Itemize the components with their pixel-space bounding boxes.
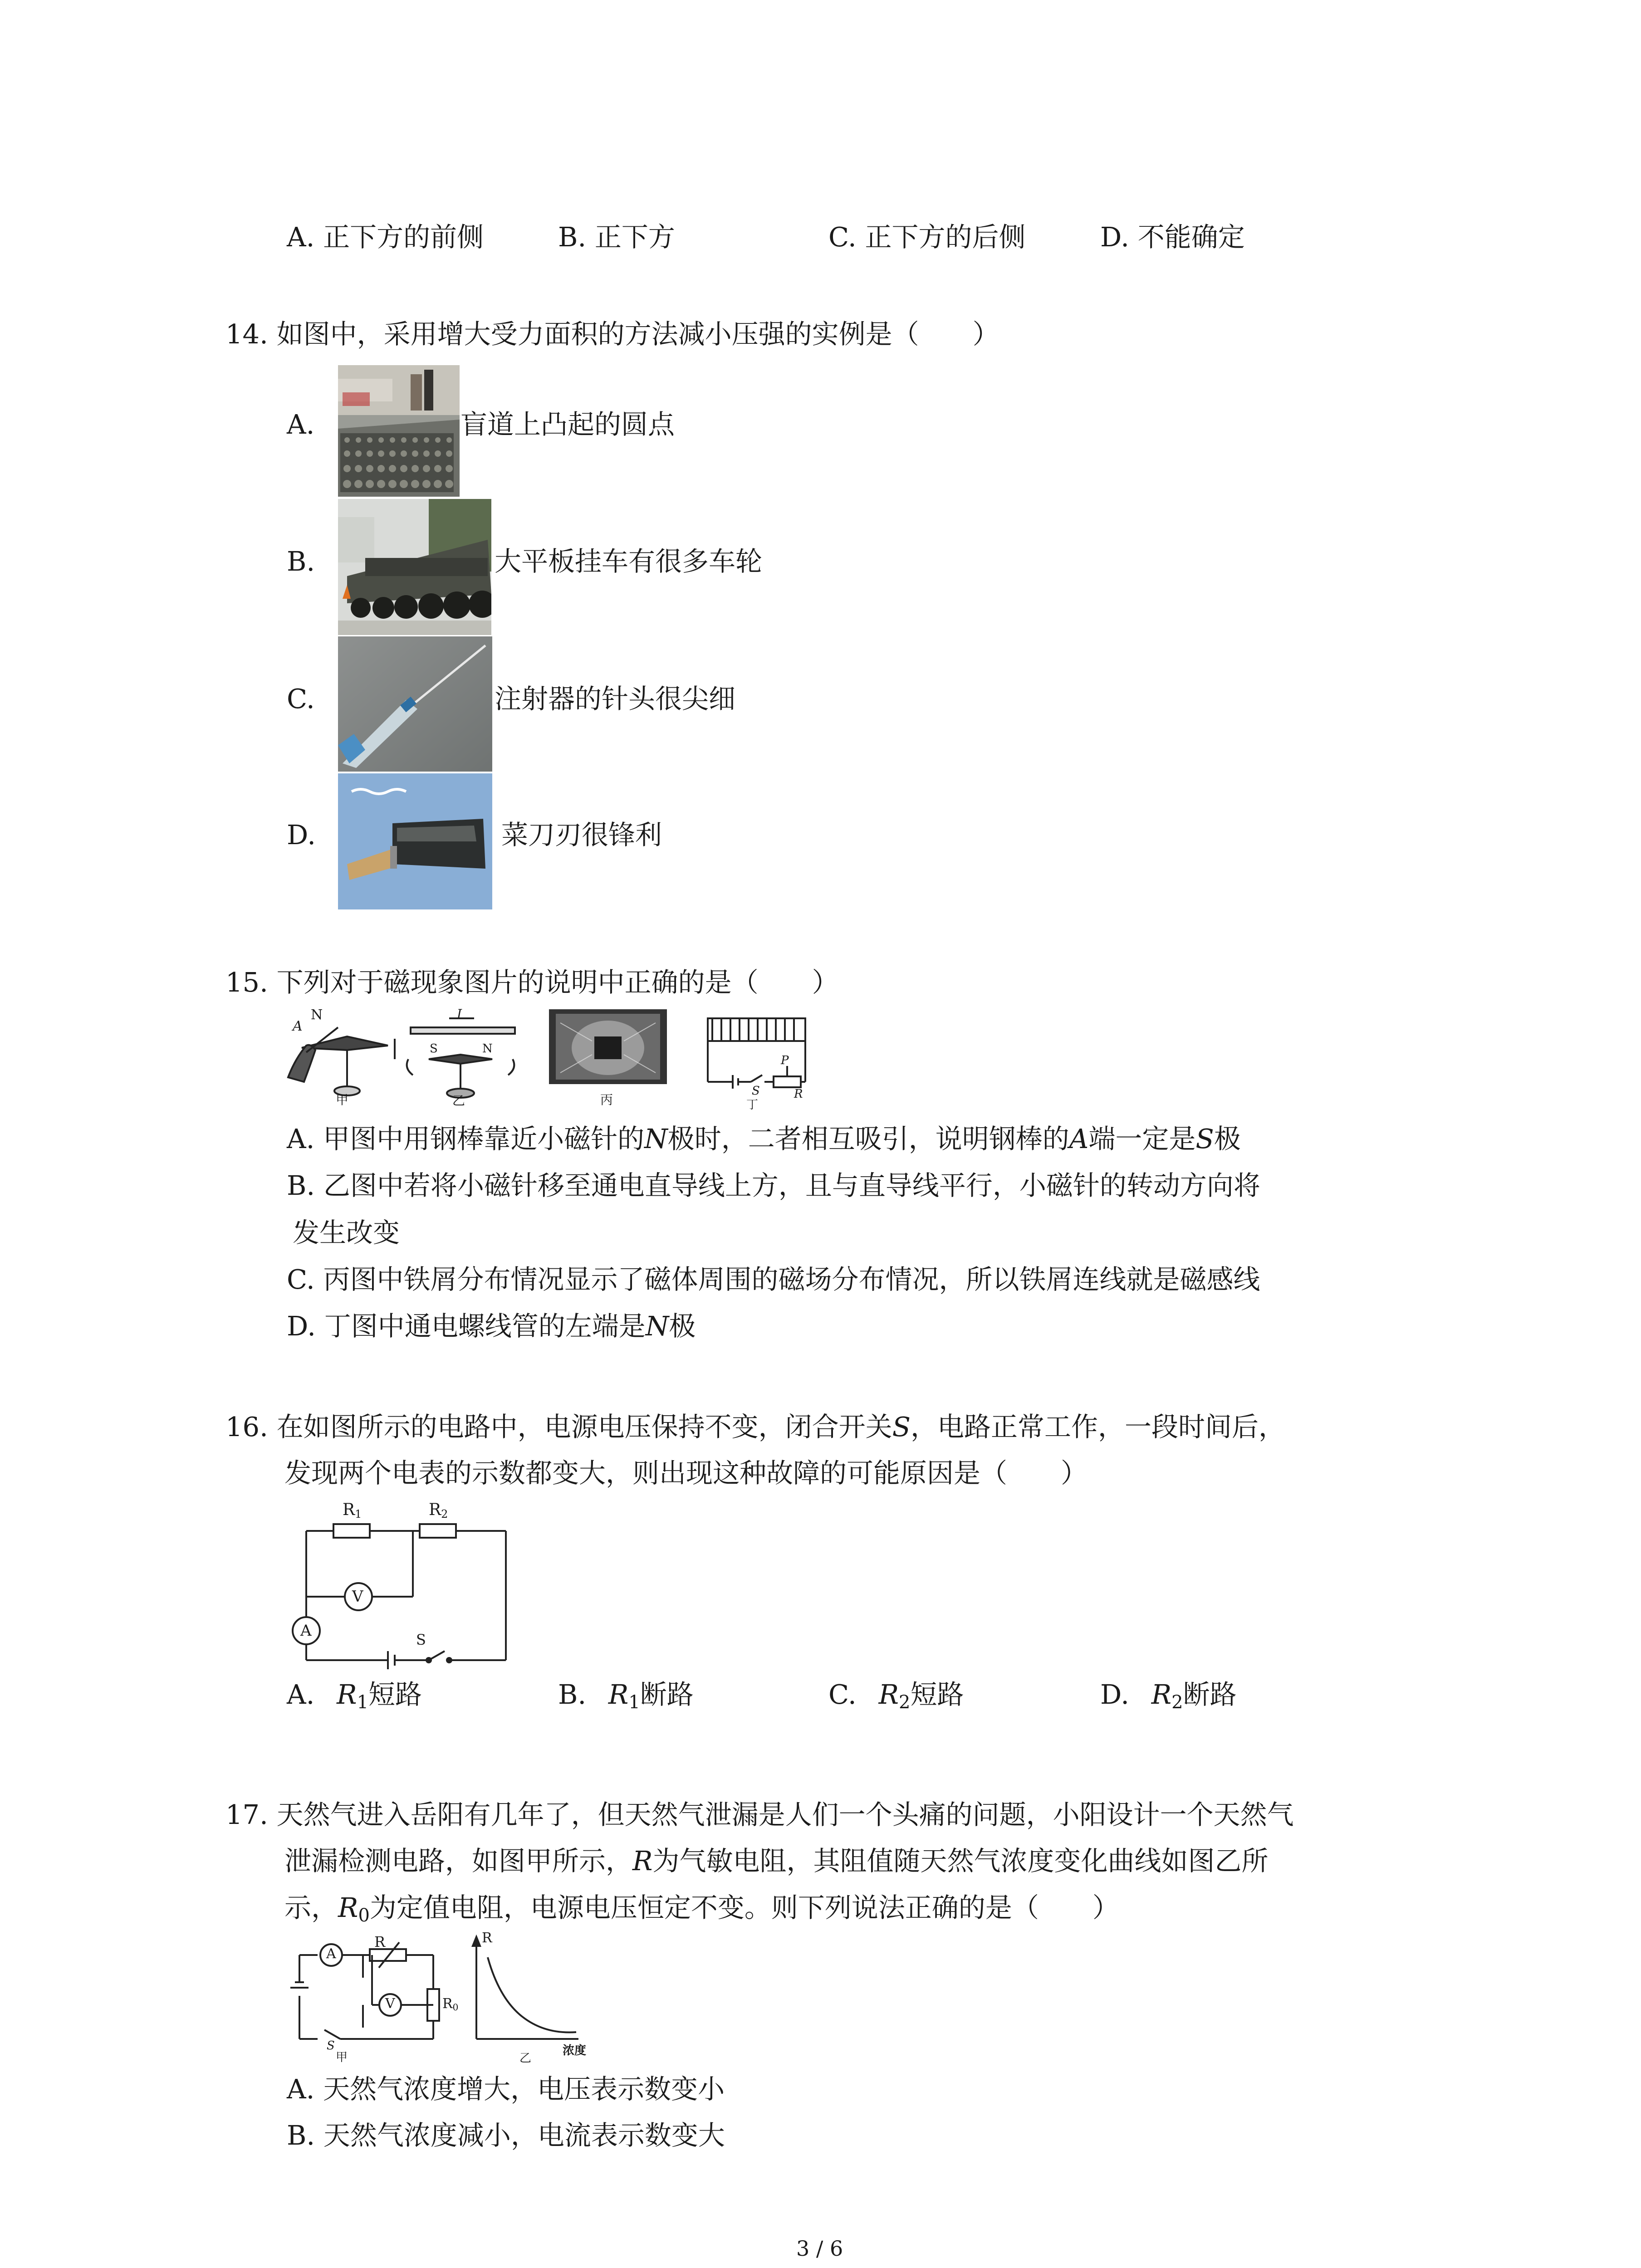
r2-label: $R_2$ (429, 1501, 448, 1520)
q15-option-a: A. 甲图中用钢棒靠近小磁针的N极时，二者相互吸引，说明钢棒的A端一定是S极 (287, 1123, 1241, 1154)
yi-label: 乙 (452, 1093, 465, 1108)
q14-c-text: 注射器的针头很尖细 (495, 683, 736, 714)
q16-circuit-diagram (284, 1497, 519, 1669)
q16-stem-line2: 发现两个电表的示数都变大，则出现这种故障的可能原因是（ ） (284, 1457, 1088, 1489)
q14-b-text: 大平板挂车有很多车轮 (495, 546, 763, 577)
q14-c-letter: C. (287, 683, 315, 714)
q17-graph-yi (467, 1930, 594, 2066)
syringe-photo (338, 636, 492, 772)
q17-option-b: B. 天然气浓度减小，电流表示数变大 (287, 2120, 725, 2151)
q17-stem-line3: 示，$R_0$为定值电阻，电源电压恒定不变。则下列说法正确的是（ ） (284, 1892, 1119, 1926)
q14-a-text: 盲道上凸起的圆点 (460, 409, 675, 440)
kitchen-knife-photo (338, 773, 492, 909)
ding-r-label: R (794, 1087, 803, 1101)
q17-option-a: A. 天然气浓度增大，电压表示数变小 (287, 2073, 725, 2105)
q15-stem: 15. 下列对于磁现象图片的说明中正确的是（ ） (225, 967, 839, 998)
q15-option-d: D. 丁图中通电螺线管的左端是N极 (287, 1310, 696, 1342)
q17-stem-line2: 泄漏检测电路，如图甲所示，R为气敏电阻，其阻值随天然气浓度变化曲线如图乙所 (284, 1845, 1269, 1877)
ding-p-label: P (781, 1054, 789, 1067)
jia-a-label: A (293, 1018, 303, 1034)
q14-a-letter: A. (287, 409, 315, 440)
figure-yi-wire (402, 1009, 524, 1107)
bing-label: 丙 (600, 1092, 613, 1107)
yi-n-label: N (482, 1042, 493, 1056)
r1-label: $R_1$ (343, 1501, 362, 1520)
figure-bing-iron-filings (547, 1009, 669, 1107)
q17-yi-label: 乙 (519, 2052, 532, 2065)
q17-switch-label: S (327, 2039, 335, 2053)
ding-label: 丁 (746, 1098, 759, 1112)
switch-label: S (416, 1631, 426, 1648)
q17-r-label: R (374, 1933, 386, 1950)
q16-option-c: C. $R_2$短路 (828, 1679, 964, 1713)
q16-stem-line1: 16. 在如图所示的电路中，电源电压保持不变，闭合开关S，电路正常工作，一段时间后， (225, 1411, 1286, 1442)
q13-option-c: C. 正下方的后侧 (828, 221, 1026, 253)
q14-stem: 14. 如图中，采用增大受力面积的方法减小压强的实例是（ ） (225, 318, 999, 350)
q13-option-b: B. 正下方 (558, 221, 675, 253)
q17-jia-label: 甲 (336, 2051, 348, 2064)
q14-b-letter: B. (287, 546, 315, 577)
figure-jia-compass (284, 1009, 406, 1107)
q13-option-a: A. 正下方的前侧 (287, 221, 484, 253)
figure-ding-solenoid (701, 1009, 823, 1112)
voltmeter-label: V (352, 1588, 363, 1606)
q17-axis-y-label: R (482, 1930, 492, 1946)
q16-option-d: D. $R_2$断路 (1100, 1679, 1237, 1713)
q15-option-b-line1: B. 乙图中若将小磁针移至通电直导线上方，且与直导线平行，小磁针的转动方向将 (287, 1170, 1260, 1201)
q17-r0-label: $R_0$ (442, 1996, 459, 2013)
ding-s-label: S (752, 1084, 760, 1098)
q17-voltmeter-label: V (385, 1996, 395, 2012)
q17-stem-line1: 17. 天然气进入岳阳有几年了，但天然气泄漏是人们一个头痛的问题，小阳设计一个天然气 (225, 1799, 1294, 1830)
flatbed-trailer-photo (338, 499, 491, 635)
q14-d-letter: D. (287, 819, 316, 850)
q13-option-d: D. 不能确定 (1100, 221, 1245, 253)
q15-option-b-line2: 发生改变 (293, 1217, 400, 1248)
q16-option-b: B. $R_1$断路 (558, 1679, 694, 1713)
q17-circuit-jia (281, 1933, 472, 2064)
jia-n-label: N (311, 1007, 323, 1023)
q17-ammeter-label: A (326, 1946, 336, 1962)
blind-road-photo (338, 365, 460, 497)
jia-label: 甲 (336, 1092, 349, 1107)
q15-option-c: C. 丙图中铁屑分布情况显示了磁体周围的磁场分布情况，所以铁屑连线就是磁感线 (287, 1264, 1260, 1295)
yi-i-label: I (457, 1007, 462, 1022)
q17-axis-x-label: 浓度 (563, 2044, 587, 2058)
q16-option-a: A. $R_1$短路 (287, 1679, 422, 1713)
q14-d-text: 菜刀刃很锋利 (501, 819, 662, 850)
ammeter-label: A (300, 1622, 312, 1640)
yi-s-label: S (430, 1042, 438, 1056)
page-number: 3 / 6 (796, 2236, 843, 2261)
